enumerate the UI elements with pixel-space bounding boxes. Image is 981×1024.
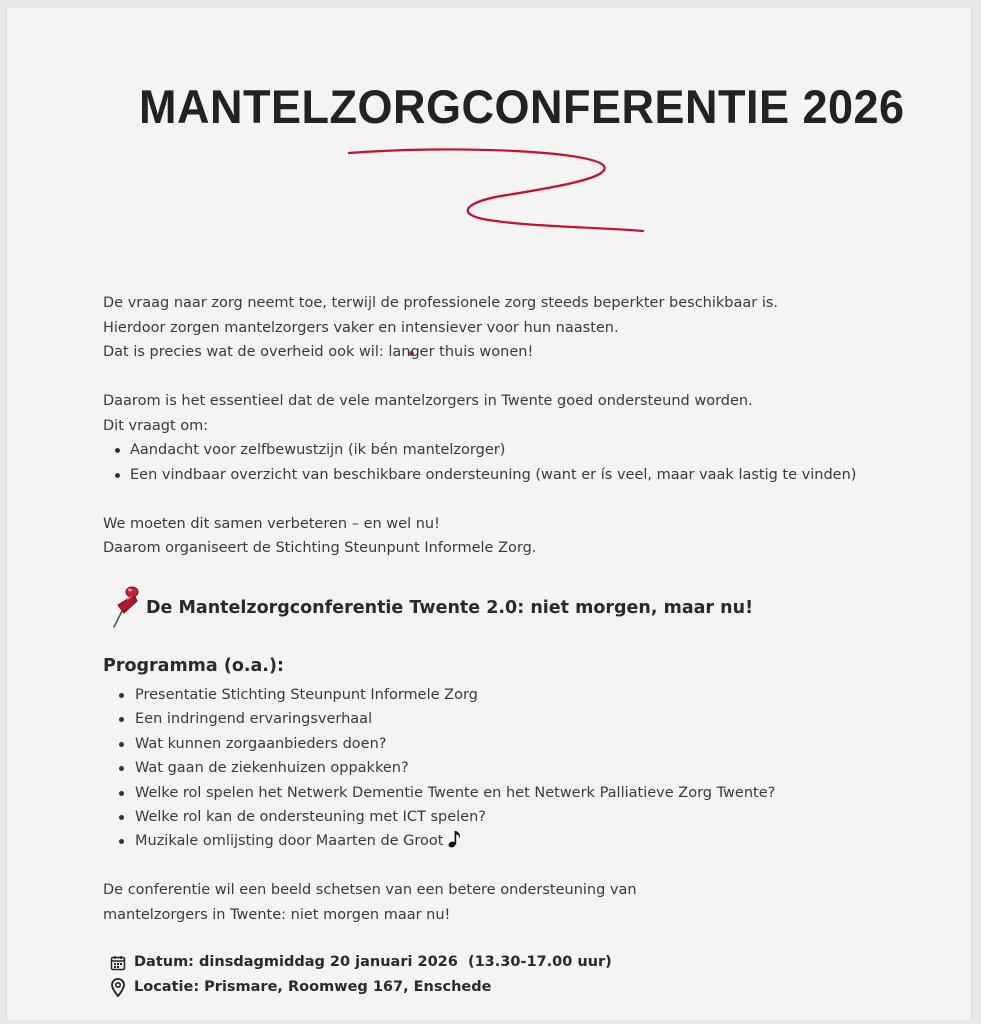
decorative-scribble <box>337 143 657 243</box>
list-item: Wat kunnen zorgaanbieders doen? <box>103 732 775 756</box>
closing-line: De conferentie wil een beeld schetsen van een betere ondersteuning van <box>103 882 637 898</box>
closing-text <box>103 878 637 927</box>
page-title: MANTELZORGCONFERENTIE 2026 <box>139 80 905 134</box>
date-row <box>110 950 612 975</box>
body-text <box>103 291 863 561</box>
list-item: Welke rol spelen het Netwerk Dementie Twente en het Netwerk Palliatieve Zorg Twente? <box>103 781 775 805</box>
list-item: Een vindbaar overzicht van beschikbare ondersteuning (want er ís veel, maar vaak lastig te vinden) <box>103 463 863 488</box>
program-section <box>103 683 775 854</box>
location-pin-icon <box>110 978 126 998</box>
need-list <box>103 438 863 487</box>
program-title: Programma (o.a.): <box>103 656 284 676</box>
location-row <box>110 975 612 1000</box>
list-item-label: Muzikale omlijsting door Maarten de Groot <box>135 833 444 850</box>
list-item: Aandacht voor zelfbewustzijn (ik bén mantelzorger) <box>103 438 863 463</box>
intro-line: Hierdoor zorgen mantelzorgers vaker en intensiever voor hun naasten. <box>103 319 619 336</box>
event-info <box>110 950 612 1000</box>
list-item-music <box>103 829 775 853</box>
location-text: Locatie: Prismare, Roomweg 167, Enschede <box>134 979 492 995</box>
intro-line: De vraag naar zorg neemt toe, terwijl de professionele zorg steeds beperkter beschikbaar is. <box>103 295 779 311</box>
need-line: Dit vraagt om: <box>103 417 209 434</box>
call-line: We moeten dit samen verbeteren – en wel nu! <box>103 515 440 532</box>
list-item: Welke rol kan de ondersteuning met ICT spelen? <box>103 805 775 829</box>
pushpin-icon <box>108 583 142 629</box>
conference-subheading <box>108 583 753 629</box>
closing-line: mantelzorgers in Twente: niet morgen maar nu! <box>103 906 451 923</box>
call-line: Daarom organiseert de Stichting Steunpunt Informele Zorg. <box>103 540 537 556</box>
need-line: Daarom is het essentieel dat de vele mantelzorgers in Twente goed ondersteund worden. <box>103 393 753 409</box>
document-page <box>6 8 972 1020</box>
date-text: Datum: dinsdagmiddag 20 januari 2026 (13.30-17.00 uur) <box>134 954 612 970</box>
intro-line: Dat is precies wat de overheid ook wil: langer thuis wonen! <box>103 344 534 360</box>
calendar-icon <box>110 955 126 971</box>
list-item: Wat gaan de ziekenhuizen oppakken? <box>103 756 775 780</box>
program-list <box>103 683 775 854</box>
list-item: Presentatie Stichting Steunpunt Informele Zorg <box>103 683 775 707</box>
subheading-text: De Mantelzorgconferentie Twente 2.0: niet morgen, maar nu! <box>146 598 754 618</box>
list-item: Een indringend ervaringsverhaal <box>103 707 775 731</box>
music-note-icon <box>447 829 463 849</box>
